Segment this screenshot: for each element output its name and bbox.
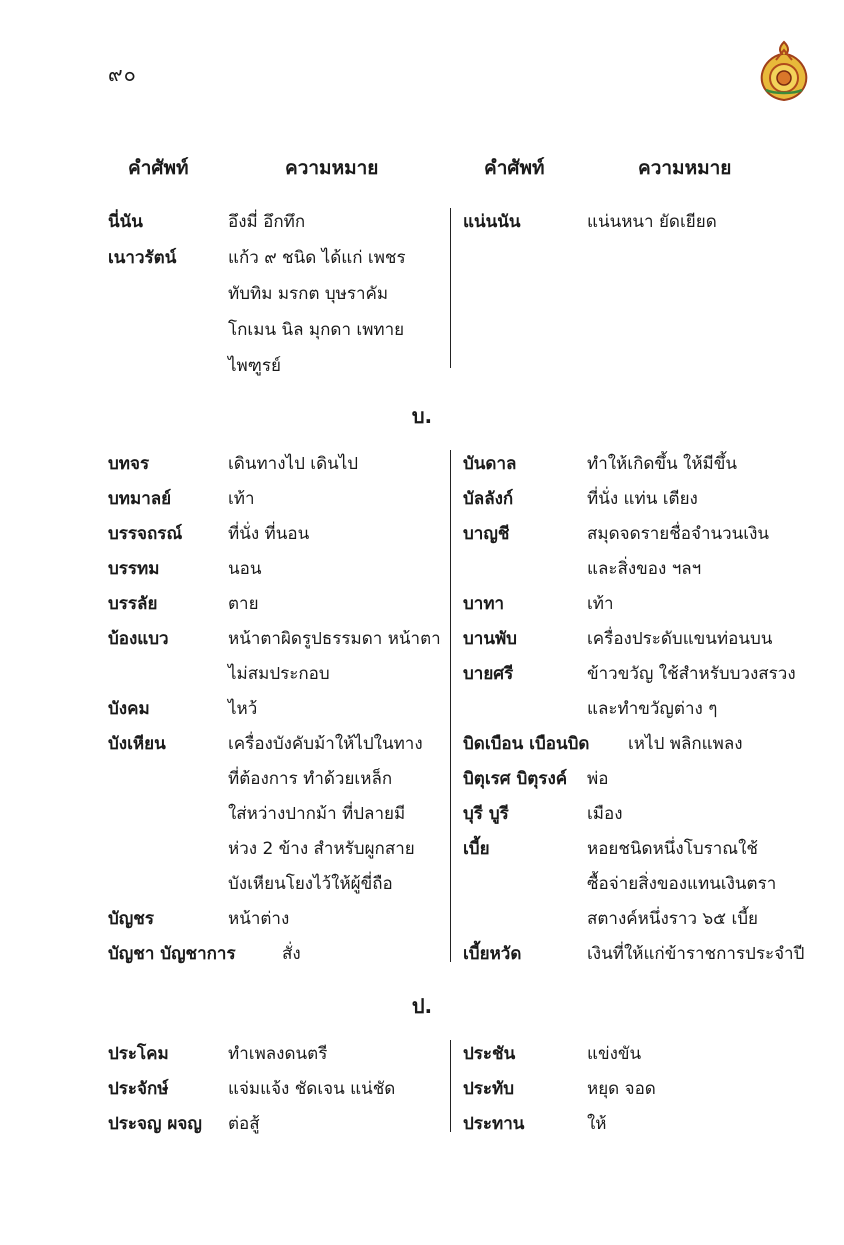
entry-term: บิตุเรศ บิตุรงค์ xyxy=(463,769,568,789)
entry-meaning: หน้าต่าง xyxy=(228,909,290,929)
entry-meaning: ต่อสู้ xyxy=(228,1114,260,1134)
entry-meaning: พ่อ xyxy=(587,769,609,789)
entry-meaning: เหไป พลิกแพลง xyxy=(628,734,743,754)
entry-meaning: เงินที่ให้แก่ข้าราชการประจำปี xyxy=(587,944,805,964)
entry-term: บังคม xyxy=(108,699,150,719)
page-number: ๙๐ xyxy=(108,62,137,86)
entry-meaning: เท้า xyxy=(587,594,614,614)
entry-term: นี่นัน xyxy=(108,212,143,232)
entry-meaning: แก้ว ๙ ชนิด ได้แก่ เพชร xyxy=(228,248,406,268)
entry-meaning: ที่นั่ง ที่นอน xyxy=(228,524,310,544)
entry-term: บทมาลย์ xyxy=(108,489,172,509)
entry-meaning: ทำเพลงดนตรี xyxy=(228,1044,328,1064)
entry-meaning: ข้าวขวัญ ใช้สำหรับบวงสรวง xyxy=(587,664,796,684)
entry-term: เนาวรัตน์ xyxy=(108,248,177,268)
header-meaning-left: ความหมาย xyxy=(285,157,379,179)
entry-term: ประจักษ์ xyxy=(108,1079,169,1099)
entry-term: บัลลังก์ xyxy=(463,489,514,509)
entry-meaning: แข่งขัน xyxy=(587,1044,642,1064)
entry-meaning: ให้ xyxy=(587,1114,607,1134)
entry-meaning: ที่นั่ง แท่น เตียง xyxy=(587,489,698,509)
entry-meaning: ไม่สมประกอบ xyxy=(228,664,330,684)
entry-meaning: สั่ง xyxy=(282,944,301,964)
royal-emblem-icon xyxy=(756,40,812,102)
entry-meaning: เท้า xyxy=(228,489,255,509)
entry-meaning: หน้าตาผิดรูปธรรมดา หน้าตา xyxy=(228,629,441,649)
entry-term: ประทับ xyxy=(463,1079,515,1099)
entry-term: บทจร xyxy=(108,454,150,474)
entry-term: บานพับ xyxy=(463,629,517,649)
entry-meaning: ไพฑูรย์ xyxy=(228,356,281,376)
entry-meaning: บังเหียนโยงไว้ให้ผู้ขี่ถือ xyxy=(228,874,393,894)
entry-meaning: อึงมี่ อึกทึก xyxy=(228,212,306,232)
header-term-left: คำศัพท์ xyxy=(128,157,189,179)
entry-meaning: ใส่หว่างปากม้า ที่ปลายมี xyxy=(228,804,406,824)
entry-meaning: โกเมน นิล มุกดา เพทาย xyxy=(228,320,405,340)
section-heading: บ. xyxy=(411,404,433,428)
header-meaning-right: ความหมาย xyxy=(638,157,732,179)
entry-term: ประชัน xyxy=(463,1044,516,1064)
entry-meaning: และทำขวัญต่าง ๆ xyxy=(587,699,718,719)
entry-term: บาทา xyxy=(463,594,505,614)
entry-meaning: ไหว้ xyxy=(228,699,258,719)
entry-term: บาญชี xyxy=(463,524,510,544)
entry-meaning: สตางค์หนึ่งราว ๖๕ เบี้ย xyxy=(587,909,759,929)
entry-term: เบี้ยหวัด xyxy=(463,944,522,964)
entry-term: บัญชร xyxy=(108,909,154,929)
entry-meaning: ที่ต้องการ ทำด้วยเหล็ก xyxy=(228,769,393,789)
entry-term: บ้องแบว xyxy=(108,629,169,649)
entry-meaning: ซื้อจ่ายสิ่งของแทนเงินตรา xyxy=(587,874,777,894)
entry-meaning: และสิ่งของ ฯลฯ xyxy=(587,559,702,579)
entry-term: บัญชา บัญชาการ xyxy=(108,944,236,964)
entry-meaning: เครื่องบังคับม้าให้ไปในทาง xyxy=(228,734,423,754)
entry-term: ประทาน xyxy=(463,1114,525,1134)
entry-meaning: ตาย xyxy=(228,594,259,614)
column-divider xyxy=(450,450,451,962)
entry-meaning: ทับทิม มรกต บุษราคัม xyxy=(228,284,389,304)
entry-term: บรรทม xyxy=(108,559,160,579)
entry-term: บิดเบือน เบือนบิด xyxy=(463,734,590,754)
entry-term: แน่นนัน xyxy=(463,212,521,232)
entry-meaning: สมุดจดรายชื่อจำนวนเงิน xyxy=(587,524,770,544)
entry-term: ประจญ ผจญ xyxy=(108,1114,202,1134)
column-divider xyxy=(450,1040,451,1132)
column-divider xyxy=(450,208,451,368)
entry-term: บุรี บูรี xyxy=(463,804,509,824)
entry-meaning: ห่วง 2 ข้าง สำหรับผูกสาย xyxy=(228,839,415,859)
header-term-right: คำศัพท์ xyxy=(484,157,545,179)
section-heading: ป. xyxy=(411,994,433,1018)
entry-meaning: ทำให้เกิดขึ้น ให้มีขึ้น xyxy=(587,454,738,474)
entry-term: ประโคม xyxy=(108,1044,169,1064)
entry-term: บรรจถรณ์ xyxy=(108,524,183,544)
entry-meaning: เมือง xyxy=(587,804,623,824)
entry-meaning: เดินทางไป เดินไป xyxy=(228,454,359,474)
entry-term: เบี้ย xyxy=(463,839,490,859)
entry-meaning: นอน xyxy=(228,559,262,579)
entry-meaning: หอยชนิดหนึ่งโบราณใช้ xyxy=(587,839,758,859)
entry-term: บายศรี xyxy=(463,664,514,684)
entry-term: บรรลัย xyxy=(108,594,158,614)
entry-meaning: เครื่องประดับแขนท่อนบน xyxy=(587,629,773,649)
entry-term: บังเหียน xyxy=(108,734,166,754)
entry-meaning: แจ่มแจ้ง ชัดเจน แน่ชัด xyxy=(228,1079,396,1099)
entry-meaning: แน่นหนา ยัดเยียด xyxy=(587,212,717,232)
entry-term: บันดาล xyxy=(463,454,517,474)
entry-meaning: หยุด จอด xyxy=(587,1079,656,1099)
